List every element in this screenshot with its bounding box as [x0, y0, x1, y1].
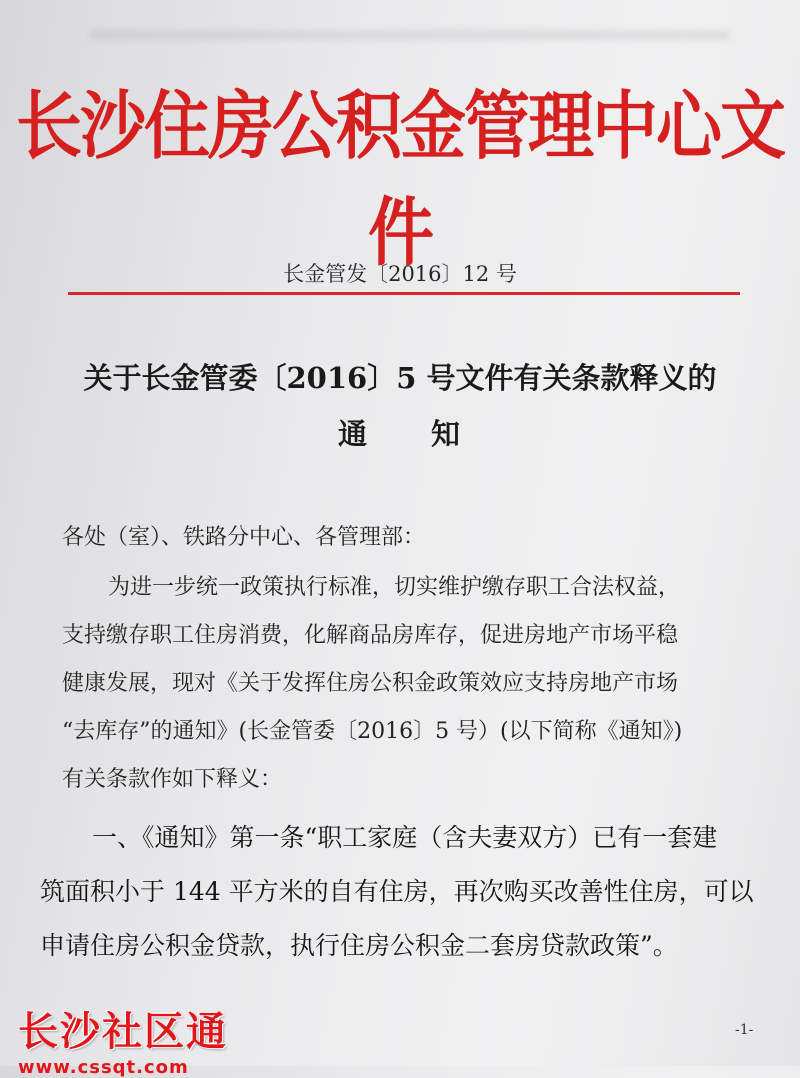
paragraph-1-line-4: “去库存”的通知》(长金管委〔2016〕5 号）(以下简称《通知》) — [62, 719, 683, 744]
notice-title-line-1: 关于长金管委〔2016〕5 号文件有关条款释义的 — [83, 361, 717, 395]
red-divider-line — [68, 292, 740, 295]
paragraph-1-line-3: 健康发展，现对《关于发挥住房公积金政策效应支持房地产市场 — [62, 671, 679, 696]
paragraph-2-line-3: 申请住房公积金贷款，执行住房公积金二套房贷款政策”。 — [40, 931, 678, 960]
bleed-through-shadow — [90, 30, 730, 40]
watermark-name: 长沙社区通 — [18, 1009, 228, 1055]
salutation: 各处（室）、铁路分中心、各管理部： — [62, 525, 426, 550]
document-number: 长金管发〔2016〕12 号 — [283, 262, 517, 286]
page-number: -1- — [735, 1022, 754, 1038]
paragraph-2-line-2: 筑面积小于 144 平方米的自有住房，再次购买改善性住房，可以 — [40, 877, 754, 906]
site-watermark — [18, 1000, 228, 1078]
paragraph-1-line-1: 为进一步统一政策执行标准，切实维护缴存职工合法权益， — [108, 575, 681, 600]
watermark-url: www.cssqt.com — [18, 1057, 189, 1078]
paragraph-1-line-2: 支持缴存职工住房消费，化解商品房库存，促进房地产市场平稳 — [62, 623, 679, 648]
notice-title-line-2: 通 知 — [337, 417, 462, 451]
paragraph-1-line-5: 有关条款作如下释义： — [62, 767, 283, 792]
document-header-title: 长沙住房公积金管理中心文件 — [16, 82, 784, 277]
paragraph-2-line-1: 一、《通知》第一条“职工家庭（含夫妻双方）已有一套建 — [92, 823, 718, 852]
